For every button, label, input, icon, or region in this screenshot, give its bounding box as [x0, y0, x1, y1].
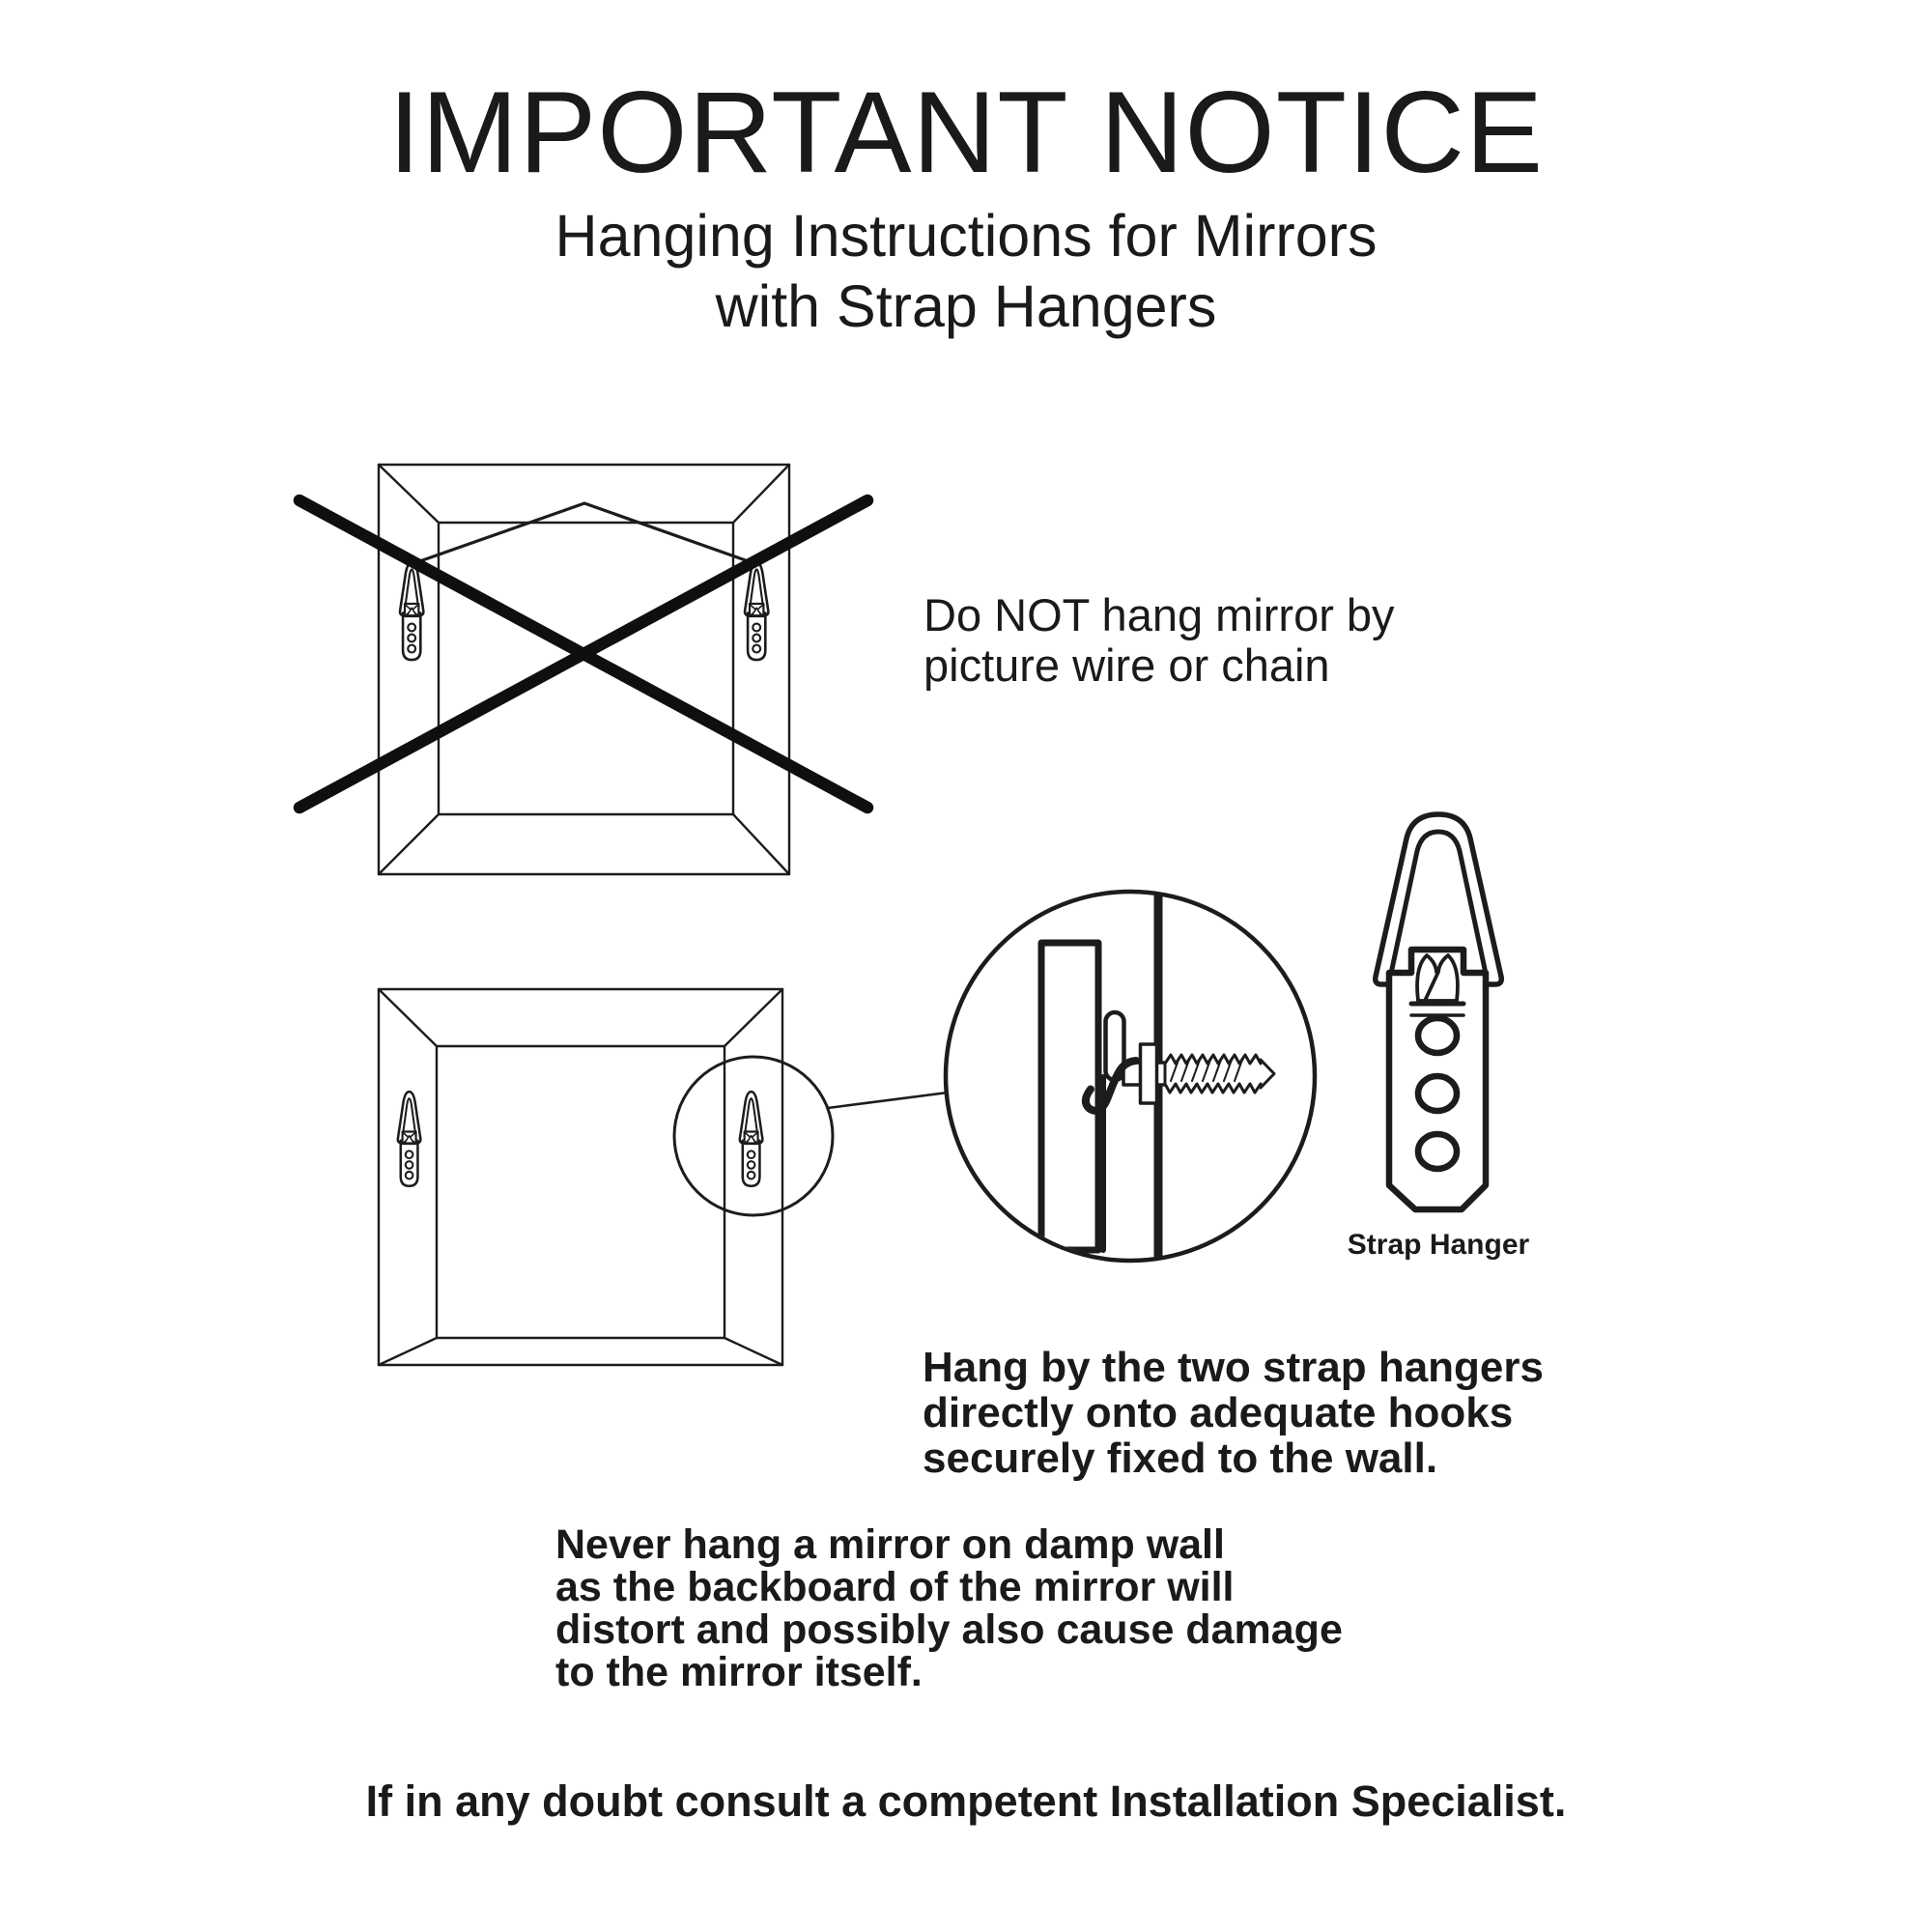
note-hang-by-line-1: Hang by the two strap hangers [923, 1344, 1544, 1391]
note-never-hang-line-3: distort and possibly also cause damage [555, 1606, 1343, 1653]
x-mark-icon [299, 500, 867, 808]
crossed-mirror-figure [299, 465, 867, 874]
note-never-hang-line-4: to the mirror itself. [555, 1649, 923, 1695]
note-never-hang-line-1: Never hang a mirror on damp wall [555, 1521, 1225, 1568]
subtitle-line-2: with Strap Hangers [715, 273, 1217, 339]
note-do-not [923, 590, 1395, 691]
note-do-not-line-2: picture wire or chain [923, 639, 1330, 691]
strap-hanger-large-icon [1376, 814, 1502, 1209]
strap-hole [1418, 1076, 1457, 1111]
mirror-frame-icon [379, 465, 789, 874]
note-never-hang-line-2: as the backboard of the mirror will [555, 1564, 1235, 1610]
note-hang-by-line-2: directly onto adequate hooks [923, 1389, 1514, 1436]
note-hang-by-line-3: securely fixed to the wall. [923, 1435, 1438, 1482]
note-hang-by [923, 1345, 1544, 1481]
note-do-not-line-1: Do NOT hang mirror by [923, 589, 1395, 640]
strap-hole [1418, 1134, 1457, 1169]
callout-line [828, 1093, 948, 1108]
page-title: IMPORTANT NOTICE [387, 68, 1545, 197]
note-never-hang [555, 1523, 1343, 1693]
magnified-mirror-figure [379, 989, 948, 1365]
strap-hanger-icon [400, 562, 423, 660]
strap-hanger-icon [745, 562, 768, 660]
footer-note: If in any doubt consult a competent Installation Specialist. [365, 1776, 1567, 1826]
picture-wire-icon [412, 503, 756, 564]
strap-hanger-label: Strap Hanger [1347, 1229, 1530, 1261]
strap-hole [1418, 1018, 1457, 1053]
hook-detail-figure [946, 892, 1315, 1261]
subtitle-line-1: Hanging Instructions for Mirrors [554, 203, 1378, 269]
strap-hanger-icon [398, 1092, 421, 1186]
mirror-frame-icon [379, 989, 782, 1365]
strap-hanger-icon [740, 1092, 763, 1186]
